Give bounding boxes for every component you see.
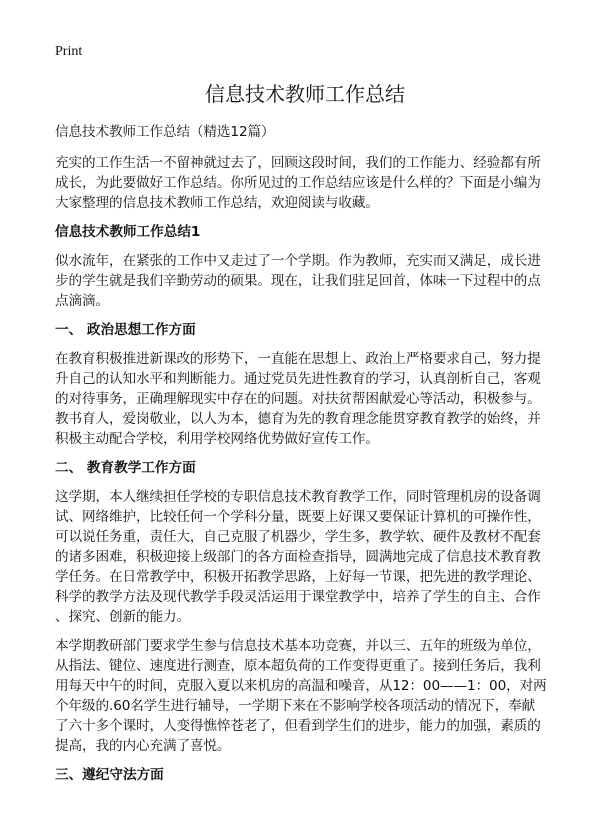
text-line: 从指法、键位、速度进行测查，原本超负荷的工作变得更重了。接到任务后，我利 [55,658,541,674]
text-line: 在教育积极推进新课改的形势下，一直能在思想上、政治上严格要求自己，努力提 [55,351,541,367]
text-line: 大家整理的信息技术教师工作总结，欢迎阅读与收藏。 [55,195,379,211]
page-title: 信息技术教师工作总结 [205,82,405,106]
text-line: 学任务。在日常教学中，积极开拓教学思路，上好每一节课，把先进的教学理论、 [55,569,541,585]
text-line: 试、网络维护，比较任何一个学科分量，既要上好课又要保证计算机的可操作性， [55,509,541,525]
text-line: 可以说任务重，责任大，自己克服了机器少，学生多，教学软、硬件及教材不配套 [55,529,541,545]
text-line: 积极主动配合学校，利用学校网络优势做好宣传工作。 [55,431,379,447]
text-line: 、探究、创新的能力。 [55,609,190,625]
section-intro-paragraph [55,251,555,311]
heading-discipline: 三、遵纪守法方面 [55,767,164,783]
document-body [55,80,555,794]
heading-teaching: 二、 教育教学工作方面 [55,460,196,476]
text-line: 这学期，本人继续担任学校的专职信息技术教育教学工作，同时管理机房的设备调 [55,489,541,505]
text-line: 步的学生就是我们辛勤劳动的硕果。现在，让我们驻足回首，体味一下过程中的点 [55,273,541,289]
subtitle: 信息技术教师工作总结（精选12篇） [55,124,275,140]
text-line: 教书育人，爱岗敬业，以人为本，德育为先的教育理念能贯穿教育教学的始终，并 [55,411,541,427]
text-line: 的诸多困难，积极迎接上级部门的各方面检查指导，圆满地完成了信息技术教育教 [55,549,541,565]
intro-paragraph [55,153,555,213]
text-line: 科学的教学方法及现代教学手段灵活运用于课堂教学中，培养了学生的自主、合作 [55,589,541,605]
competition-paragraph [55,636,555,756]
section-title: 信息技术教师工作总结1 [55,224,201,240]
text-line: 充实的工作生活一不留神就过去了，回顾这段时间，我们的工作能力、经验都有所 [55,155,541,171]
text-line: 提高，我的内心充满了喜悦。 [55,738,231,754]
print-link[interactable]: Print [55,44,83,59]
text-line: 用每天中午的时间，克服入夏以来机房的高温和噪音，从12：00——1：00，对两 [55,678,547,694]
text-line: 了六十多个课时，人变得憔悴苍老了，但看到学生们的进步，能力的加强，素质的 [55,718,541,734]
text-line: 成长，为此要做好工作总结。你所见过的工作总结应该是什么样的？下面是小编为 [55,175,541,191]
teaching-paragraph [55,487,555,627]
text-line: 个年级的.60名学生进行辅导，一学期下来在不影响学校各项活动的情况下，奉献 [55,698,536,714]
political-paragraph [55,349,555,449]
text-line: 的对待事务，正确理解现实中存在的问题。对扶贫帮困献爱心等活动，积极参与。 [55,391,541,407]
text-line: 点滴滴。 [55,293,109,309]
text-line: 似水流年，在紧张的工作中又走过了一个学期。作为教师，充实而又满足，成长进 [55,253,541,269]
text-line: 升自己的认知水平和判断能力。通过党员先进性教育的学习，认真剖析自己，客观 [55,371,541,387]
text-line: 本学期教研部门要求学生参与信息技术基本功竞赛，并以三、五年的班级为单位， [55,638,541,654]
heading-political: 一、 政治思想工作方面 [55,322,196,338]
